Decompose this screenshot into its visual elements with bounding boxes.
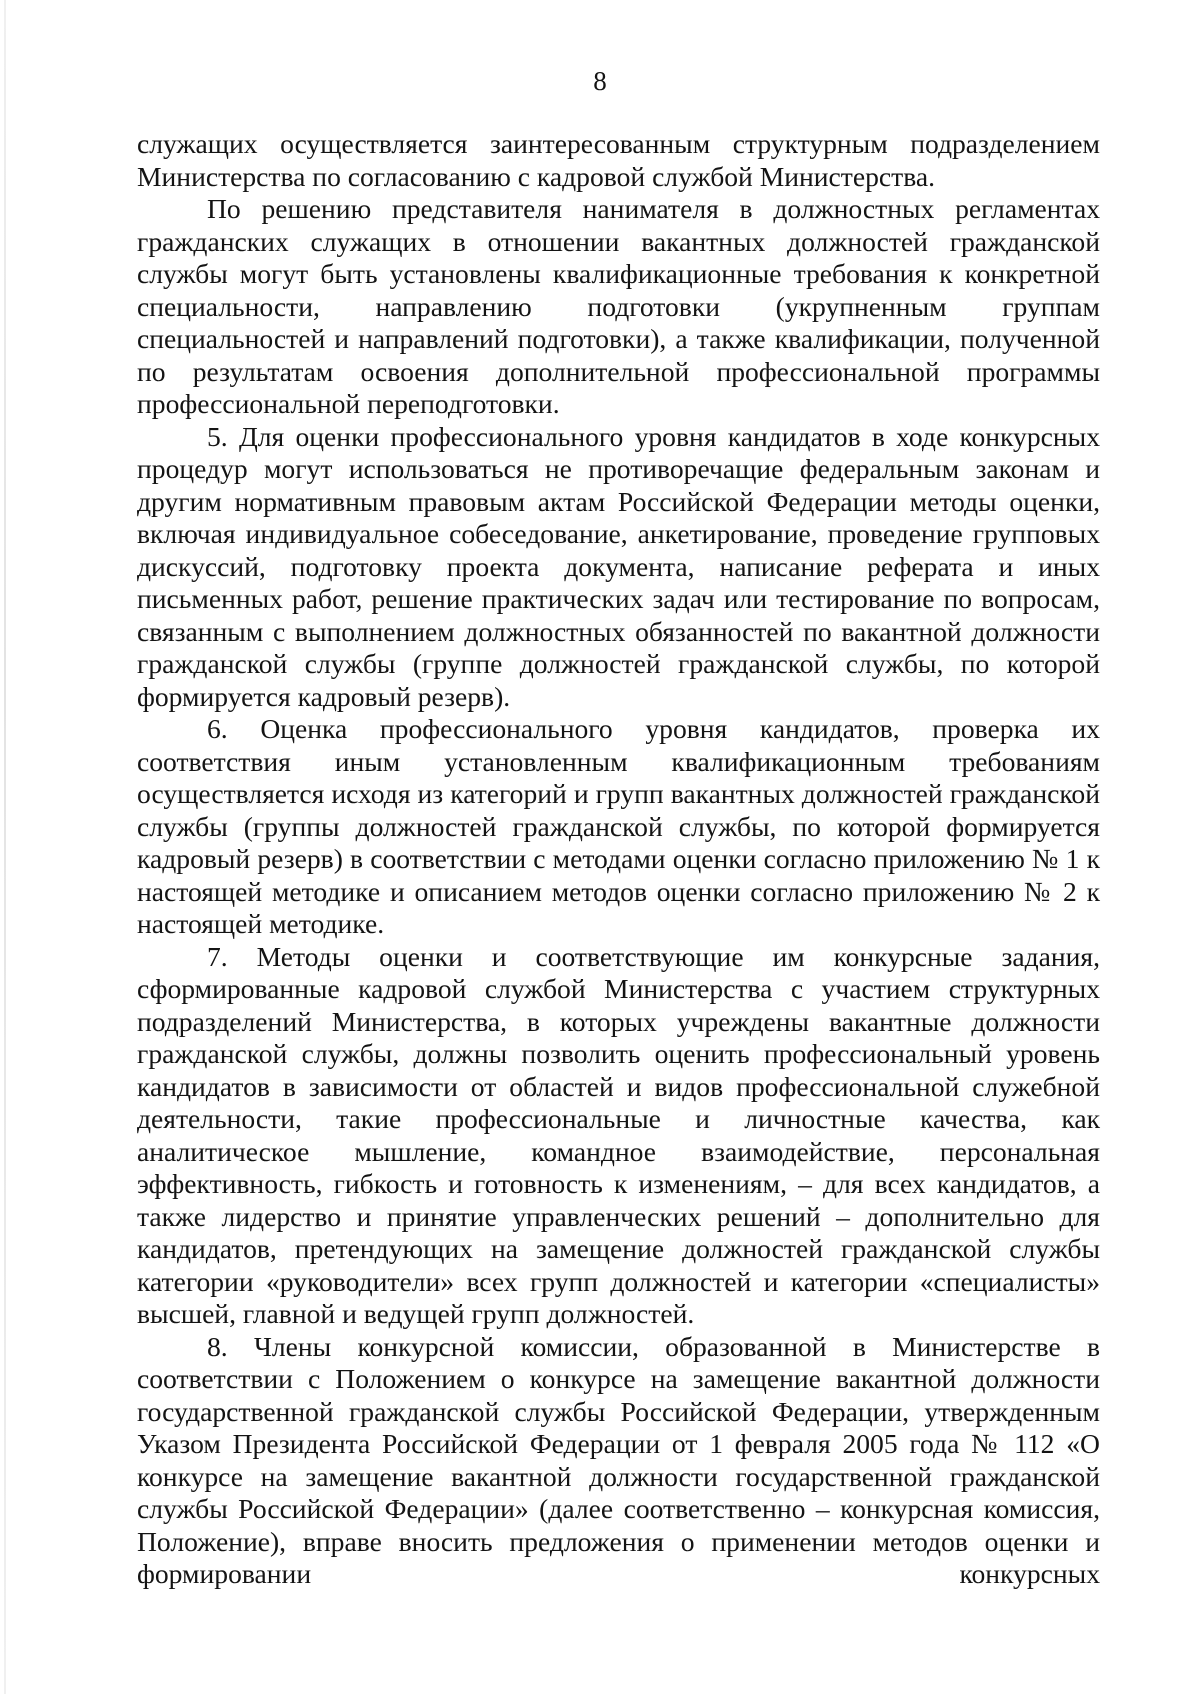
paragraph-qualification-requirements: По решению представителя нанимателя в должностных регламентах гражданских служащих в отношении вакантных должностей гражданской службы могут быть установлены квалификационные требования к конкретной специальности, направлению подготовки (укрупненным группам специальностей и направлений подготовки), а также квалификации, полученной по результатам освоения дополнительной профессиональной программы профессиональной переподготовки. [137,193,1100,419]
paragraph-item-5: 5. Для оценки профессионального уровня кандидатов в ходе конкурсных процедур могут использоваться не противоречащие федеральным законам и другим нормативным правовым актам Российской Федерации методы оценки, включая индивидуальное собеседование, анкетирование, проведение групповых дискуссий, подготовку проекта документа, написание реферата и иных письменных работ, решение практических задач или тестирование по вопросам, связанным с выполнением должностных обязанностей по вакантной должности гражданской службы (группе должностей гражданской службы, по которой формируется кадровый резерв). [137,420,1100,712]
paragraph-item-7: 7. Методы оценки и соответствующие им конкурсные задания, сформированные кадровой службой Министерства с участием структурных подразделений Министерства, в которых учреждены вакантные должности гражданской службы, должны позволить оценить профессиональный уровень кандидатов в зависимости от областей и видов профессиональной служебной деятельности, такие профессиональные и личностные качества, как аналитическое мышление, командное взаимодействие, персональная эффективность, гибкость и готовность к изменениям, – для всех кандидатов, а также лидерство и принятие управленческих решений – дополнительно для кандидатов, претендующих на замещение должностей гражданской службы категории «руководители» всех групп должностей и категории «специалисты» высшей, главной и ведущей групп должностей. [137,940,1100,1329]
body-text [137,128,1100,1591]
paragraph-continuation: служащих осуществляется заинтересованным структурным подразделением Министерства по согласованию с кадровой службой Министерства. [137,128,1100,192]
page-number: 8 [593,66,607,96]
paragraph-item-8: 8. Члены конкурсной комиссии, образованной в Министерстве в соответствии с Положением о конкурсе на замещение вакантной должности государственной гражданской службы Российской Федерации, утвержденным Указом Президента Российской Федерации от 1 февраля 2005 года № 112 «О конкурсе на замещение вакантной должности государственной гражданской службы Российской Федерации» (далее соответственно – конкурсная комиссия, Положение), вправе вносить предложения о применении методов оценки и формировании конкурсных [137,1330,1100,1589]
paragraph-item-6: 6. Оценка профессионального уровня кандидатов, проверка их соответствия иным установленным квалификационным требованиям осуществляется исходя из категорий и групп вакантных должностей гражданской службы (группы должностей гражданской службы, по которой формируется кадровый резерв) в соответствии с методами оценки согласно приложению № 1 к настоящей методике и описанием методов оценки согласно приложению № 2 к настоящей методике. [137,713,1100,939]
scan-edge-shadow [4,0,6,1694]
